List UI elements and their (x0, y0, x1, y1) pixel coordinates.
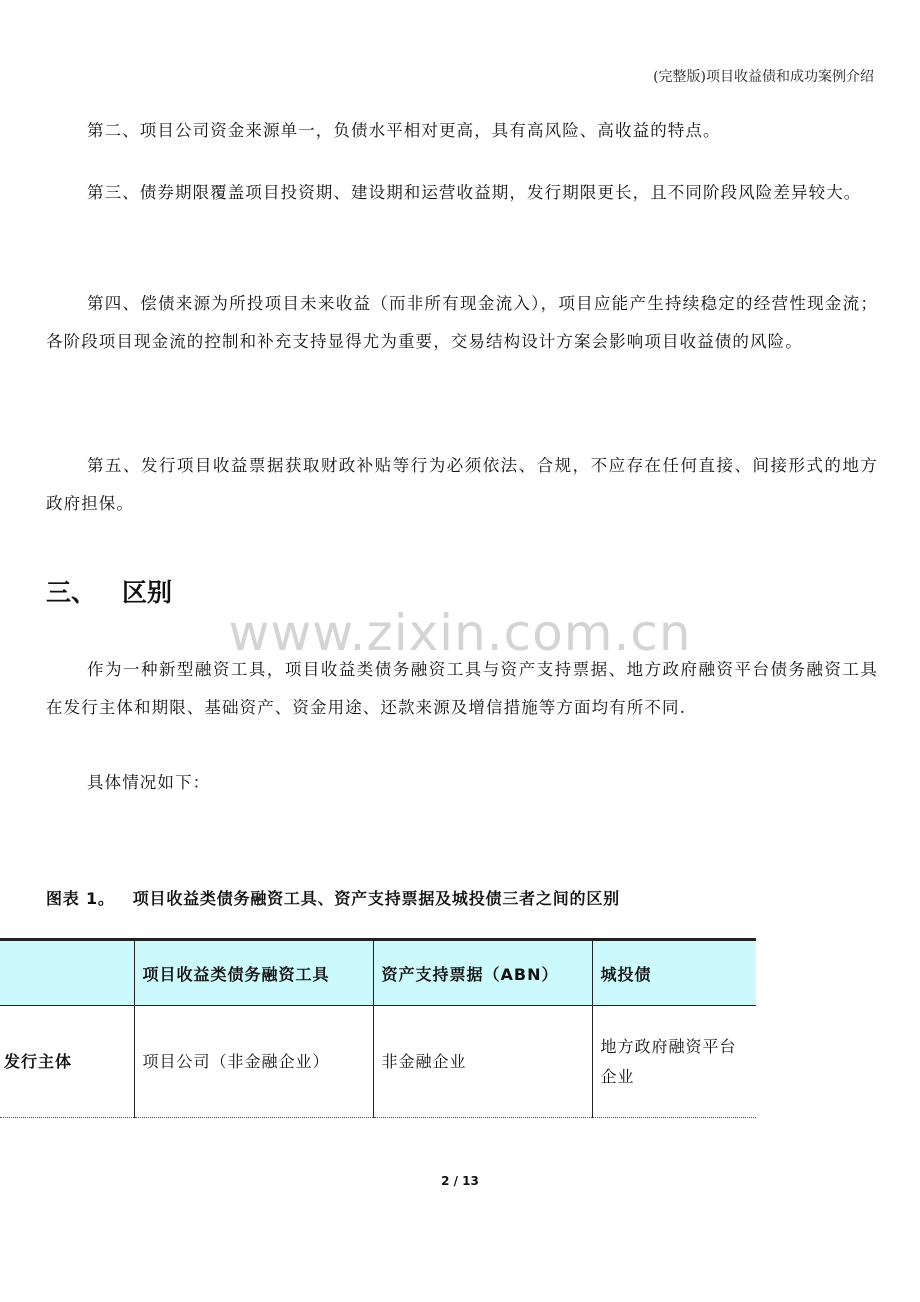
page-number: 2 / 13 (441, 1174, 479, 1188)
caption-text: 项目收益类债务融资工具、资产支持票据及城投债三者之间的区别 (132, 889, 620, 908)
table-cell: 非金融企业 (373, 1006, 592, 1118)
running-header: (完整版)项目收益债和成功案例介绍 (653, 69, 874, 85)
header-cell-project-bond: 项目收益类债务融资工具 (134, 940, 373, 1006)
row-label: 发行主体 (0, 1006, 134, 1118)
comparison-table (0, 938, 756, 1118)
paragraph-third-point: 第三、债券期限覆盖项目投资期、建设期和运营收益期，发行期限更长，且不同阶段风险差异较大。 (87, 183, 862, 202)
watermark: www.zixin.com.cn (228, 604, 692, 662)
header-cell-city-bond: 城投债 (592, 940, 756, 1006)
section-title: 区别 (122, 578, 173, 607)
section-number: 三、 (46, 578, 97, 607)
table-header-row (0, 940, 756, 1006)
paragraph-fourth-point: 第四、偿债来源为所投项目未来收益（而非所有现金流入），项目应能产生持续稳定的经营性现金流；各阶段项目现金流的控制和补充支持显得尤为重要，交易结构设计方案会影响项目收益债的风险。 (46, 294, 878, 351)
table-cell: 地方政府融资平台企业 (592, 1006, 756, 1118)
paragraph-fifth-point: 第五、发行项目收益票据获取财政补贴等行为必须依法、合规，不应存在任何直接、间接形式的地方政府担保。 (46, 456, 878, 513)
table-cell: 项目公司（非金融企业） (134, 1006, 373, 1118)
intro-lead: 具体情况如下： (87, 773, 211, 792)
table-row (0, 1006, 756, 1118)
caption-label: 图表 1。 (46, 889, 115, 908)
header-cell-blank (0, 940, 134, 1006)
intro-paragraph: 作为一种新型融资工具，项目收益类债务融资工具与资产支持票据、地方政府融资平台债务融资工具在发行主体和期限、基础资产、资金用途、还款来源及增信措施等方面均有所不同. (46, 660, 878, 717)
paragraph-second-point: 第二、项目公司资金来源单一，负债水平相对更高，具有高风险、高收益的特点。 (87, 121, 721, 140)
table-caption (46, 886, 620, 909)
header-cell-abn: 资产支持票据（ABN） (373, 940, 592, 1006)
